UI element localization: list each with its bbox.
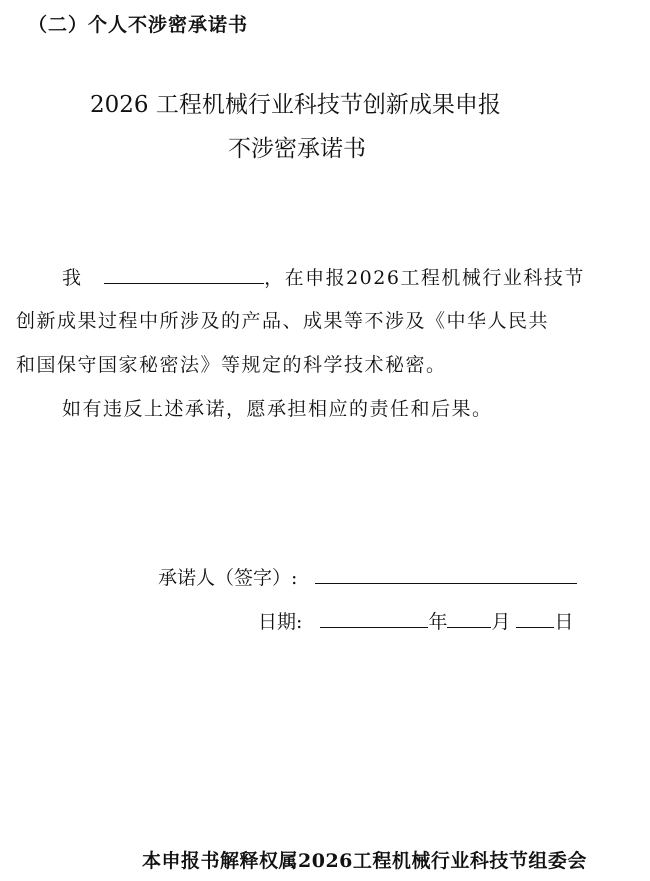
signature-field[interactable] [315,565,577,584]
signature-row [158,563,577,590]
pledge-prefix: 我 [62,267,83,289]
paragraph-4: 如有违反上述承诺，愿承担相应的责任和后果。 [62,398,493,420]
document-title-line1: 2026 工程机械行业科技节创新成果申报 [90,92,501,118]
name-blank-field[interactable] [104,265,264,284]
date-day-field[interactable] [516,609,554,628]
signature-label: 承诺人（签字）: [158,567,298,589]
month-label: 月 [491,611,511,633]
day-label: 日 [554,611,574,633]
date-row [258,607,574,634]
date-label: 日期: [258,611,303,633]
date-month-field[interactable] [447,609,491,628]
section-title: （二）个人不涉密承诺书 [28,14,249,36]
date-year-field[interactable] [320,609,428,628]
document-title-line2: 不涉密承诺书 [228,136,366,162]
paragraph-1 [62,263,585,290]
paragraph-3: 和国保守国家秘密法》等规定的科学技术秘密。 [16,354,447,376]
paragraph-2: 创新成果过程中所涉及的产品、成果等不涉及《中华人民共 [16,310,550,332]
footer-note: 本申报书解释权属2026工程机械行业科技节组委会 [142,850,587,872]
pledge-text-1: ，在申报2026工程机械行业科技节 [264,267,585,289]
year-label: 年 [428,611,448,633]
